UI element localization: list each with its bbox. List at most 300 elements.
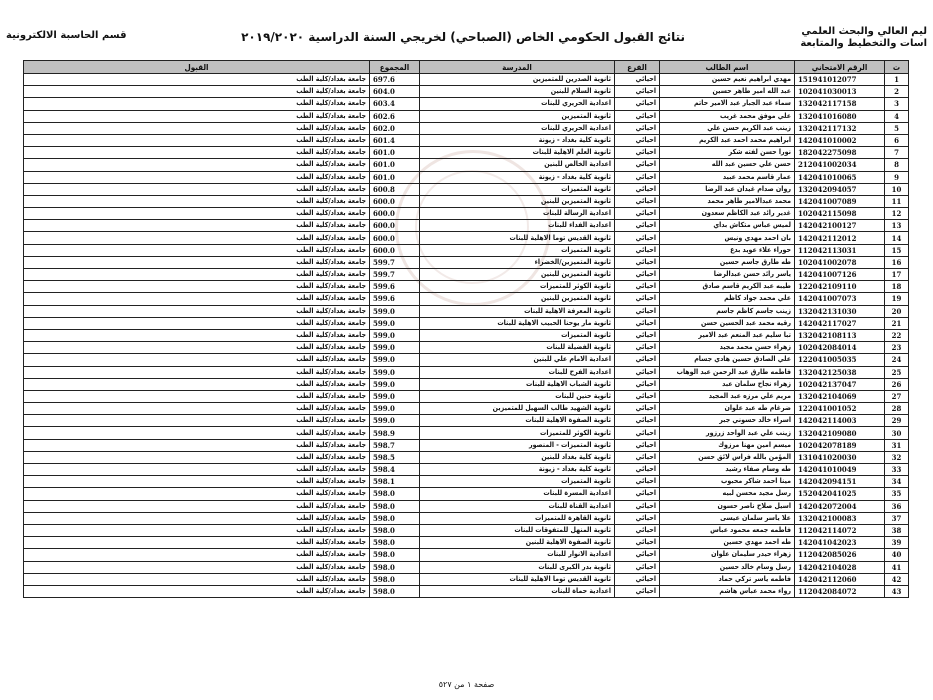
row-total: 599.0 [370,366,420,378]
row-school: ثانوية الكوثر للمتميزات [420,281,615,293]
row-school: ثانوية مار يوحنا الحبيب الاهلية للبنات [420,317,615,329]
page-footer: صفحة ١ من ٥٢٧ [438,680,495,689]
table-row [24,293,909,305]
row-exam-number: 102041030013 [795,86,885,98]
row-branch: احيائي [615,366,660,378]
col-header-serial: ت [885,61,909,74]
row-exam-number: 112042113031 [795,244,885,256]
table-row [24,366,909,378]
row-serial: 16 [885,256,909,268]
row-student-name: طه طارق جاسم حسين [660,256,795,268]
row-total: 599.6 [370,293,420,305]
row-student-name: علي الصادق حسين هادي جسام [660,354,795,366]
row-serial: 37 [885,512,909,524]
row-total: 598.0 [370,561,420,573]
row-serial: 21 [885,317,909,329]
row-exam-number: 122041005035 [795,354,885,366]
row-serial: 26 [885,378,909,390]
row-total: 599.0 [370,317,420,329]
row-total: 598.0 [370,573,420,585]
row-serial: 19 [885,293,909,305]
row-total: 697.6 [370,74,420,86]
row-school: اعدادية الحريري للبنات [420,98,615,110]
row-total: 598.0 [370,500,420,512]
row-branch: احيائي [615,439,660,451]
row-student-name: حسن علي حسين عبد الله [660,159,795,171]
table-row [24,208,909,220]
row-branch: احيائي [615,573,660,585]
row-student-name: رقيه محمد عبد الحسين حسن [660,317,795,329]
row-branch: احيائي [615,134,660,146]
row-student-name: علي محمد جواد كاظم [660,293,795,305]
row-total: 599.0 [370,415,420,427]
row-exam-number: 102041002078 [795,256,885,268]
row-branch: احيائي [615,585,660,597]
row-serial: 22 [885,329,909,341]
row-student-name: فاطمه ياسر تركي حماد [660,573,795,585]
table-row [24,537,909,549]
row-serial: 24 [885,354,909,366]
table-row [24,500,909,512]
table-row [24,86,909,98]
col-header-branch: الفرع [615,61,660,74]
document-title: نتائج القبول الحكومي الخاص (الصباحي) لخريجي السنة الدراسية ٢٠١٩/٢٠٢٠ [241,30,685,44]
col-header-total: المجموع [370,61,420,74]
row-total: 602.0 [370,122,420,134]
row-total: 599.0 [370,390,420,402]
row-exam-number: 132042117132 [795,122,885,134]
row-branch: احيائي [615,74,660,86]
row-school: ثانوية كلية بغداد - زيونة [420,464,615,476]
table-row [24,220,909,232]
row-total: 600.0 [370,232,420,244]
row-school: ثانوية الكوثر للمتميزات [420,427,615,439]
row-school: اعدادية الرسالة للبنات [420,208,615,220]
row-school: ثانوية كلية بغداد للبنين [420,451,615,463]
row-total: 598.7 [370,439,420,451]
row-admission: جامعة بغداد/كلية الطب [24,98,370,110]
row-admission: جامعة بغداد/كلية الطب [24,220,370,232]
row-serial: 10 [885,183,909,195]
row-admission: جامعة بغداد/كلية الطب [24,269,370,281]
row-branch: احيائي [615,293,660,305]
table-row [24,403,909,415]
row-student-name: تبا سليم عبد المنعم عبد الامير [660,329,795,341]
row-serial: 32 [885,451,909,463]
row-total: 600.8 [370,183,420,195]
row-branch: احيائي [615,269,660,281]
row-total: 598.0 [370,512,420,524]
table-row [24,195,909,207]
document-header [0,0,933,58]
row-exam-number: 142042094151 [795,476,885,488]
row-total: 600.0 [370,220,420,232]
row-exam-number: 112042114072 [795,524,885,536]
row-exam-number: 142041010065 [795,171,885,183]
row-total: 598.0 [370,585,420,597]
table-row [24,415,909,427]
row-serial: 29 [885,415,909,427]
row-branch: احيائي [615,524,660,536]
row-student-name: رسل وسام خالد حسين [660,561,795,573]
table-row [24,329,909,341]
row-exam-number: 152042041025 [795,488,885,500]
row-branch: احيائي [615,354,660,366]
row-serial: 20 [885,305,909,317]
ministry-line-1: ليم العالي والبحث العلمي [801,26,927,37]
row-serial: 40 [885,549,909,561]
row-admission: جامعة بغداد/كلية الطب [24,390,370,402]
table-row [24,585,909,597]
row-school: اعدادية الخالص للبنين [420,159,615,171]
department-label: قسم الحاسبة الالكترونية [6,30,127,41]
results-table [23,60,909,598]
table-row [24,256,909,268]
row-serial: 28 [885,403,909,415]
row-serial: 18 [885,281,909,293]
row-admission: جامعة بغداد/كلية الطب [24,208,370,220]
row-branch: احيائي [615,244,660,256]
row-admission: جامعة بغداد/كلية الطب [24,159,370,171]
row-school: اعدادية المسرة للبنات [420,488,615,500]
row-branch: احيائي [615,329,660,341]
row-school: ثانوية المتميزات [420,244,615,256]
row-school: ثانوية المتميزات - المنصور [420,439,615,451]
row-school: ثانوية العلم الاهلية للبنات [420,147,615,159]
row-exam-number: 212041002034 [795,159,885,171]
row-admission: جامعة بغداد/كلية الطب [24,476,370,488]
row-total: 601.4 [370,134,420,146]
col-header-student-name: اسم الطالب [660,61,795,74]
row-student-name: علي موفق محمد غريب [660,110,795,122]
row-student-name: حوراء علاء عويد بدع [660,244,795,256]
row-admission: جامعة بغداد/كلية الطب [24,171,370,183]
row-admission: جامعة بغداد/كلية الطب [24,378,370,390]
row-exam-number: 132042131030 [795,305,885,317]
row-school: ثانوية القاهرة للمتميزات [420,512,615,524]
row-admission: جامعة بغداد/كلية الطب [24,573,370,585]
row-serial: 41 [885,561,909,573]
row-serial: 1 [885,74,909,86]
row-school: ثانوية المتميزات [420,329,615,341]
row-admission: جامعة بغداد/كلية الطب [24,281,370,293]
ministry-block [800,26,927,50]
row-admission: جامعة بغداد/كلية الطب [24,439,370,451]
row-school: ثانوية المتميزات [420,476,615,488]
row-admission: جامعة بغداد/كلية الطب [24,74,370,86]
row-exam-number: 142041007126 [795,269,885,281]
row-student-name: محمد عبدالامير طاهر محمد [660,195,795,207]
row-exam-number: 102042115098 [795,208,885,220]
row-admission: جامعة بغداد/كلية الطب [24,195,370,207]
row-admission: جامعة بغداد/كلية الطب [24,488,370,500]
row-total: 598.5 [370,451,420,463]
row-branch: احيائي [615,378,660,390]
row-branch: احيائي [615,122,660,134]
row-school: ثانوية المعرفة الاهلية للبنات [420,305,615,317]
row-serial: 3 [885,98,909,110]
row-student-name: عبد الله امير طاهر حسين [660,86,795,98]
row-exam-number: 142041010049 [795,464,885,476]
row-branch: احيائي [615,464,660,476]
table-row [24,305,909,317]
table-row [24,488,909,500]
table-row [24,134,909,146]
row-total: 599.7 [370,256,420,268]
row-branch: احيائي [615,159,660,171]
row-student-name: فاطمه جمعه محمود عباس [660,524,795,536]
row-exam-number: 132041016080 [795,110,885,122]
row-exam-number: 142042117027 [795,317,885,329]
row-admission: جامعة بغداد/كلية الطب [24,537,370,549]
row-total: 598.1 [370,476,420,488]
row-exam-number: 132042094057 [795,183,885,195]
row-total: 599.0 [370,305,420,317]
row-student-name: زينب جاسم كاظم جاسم [660,305,795,317]
row-serial: 2 [885,86,909,98]
row-total: 604.0 [370,86,420,98]
row-serial: 6 [885,134,909,146]
table-row [24,317,909,329]
row-total: 603.4 [370,98,420,110]
row-admission: جامعة بغداد/كلية الطب [24,354,370,366]
table-row [24,147,909,159]
row-exam-number: 142041007073 [795,293,885,305]
row-serial: 43 [885,585,909,597]
row-school: ثانوية المنهل للمتفوقات للبنات [420,524,615,536]
row-serial: 30 [885,427,909,439]
row-branch: احيائي [615,232,660,244]
row-school: اعدادية القناة للبنات [420,500,615,512]
row-serial: 13 [885,220,909,232]
row-admission: جامعة بغداد/كلية الطب [24,500,370,512]
table-row [24,98,909,110]
row-branch: احيائي [615,220,660,232]
row-branch: احيائي [615,561,660,573]
row-exam-number: 142042114003 [795,415,885,427]
row-exam-number: 151941012077 [795,74,885,86]
row-exam-number: 112042084072 [795,585,885,597]
row-student-name: زهراء حسن محمد مجيد [660,342,795,354]
table-row [24,549,909,561]
row-branch: احيائي [615,110,660,122]
row-school: ثانوية المتميزين للبنين [420,269,615,281]
row-exam-number: 132042109080 [795,427,885,439]
row-branch: احيائي [615,403,660,415]
table-row [24,171,909,183]
row-student-name: بان احمد مهدي ونيس [660,232,795,244]
table-row [24,354,909,366]
row-exam-number: 132042117158 [795,98,885,110]
row-total: 600.0 [370,195,420,207]
row-admission: جامعة بغداد/كلية الطب [24,524,370,536]
row-exam-number: 132042104069 [795,390,885,402]
row-exam-number: 142042112012 [795,232,885,244]
row-student-name: لميس عباس متكاش بداي [660,220,795,232]
row-school: ثانوية السلام للبنين [420,86,615,98]
row-school: ثانوية الصدرين للمتميزين [420,74,615,86]
row-branch: احيائي [615,305,660,317]
row-student-name: زهراء حيدر سليمان علوان [660,549,795,561]
row-serial: 8 [885,159,909,171]
row-admission: جامعة بغداد/كلية الطب [24,451,370,463]
row-admission: جامعة بغداد/كلية الطب [24,317,370,329]
row-exam-number: 122042109110 [795,281,885,293]
row-admission: جامعة بغداد/كلية الطب [24,585,370,597]
row-exam-number: 132042108113 [795,329,885,341]
row-school: ثانوية حنين للبنات [420,390,615,402]
row-serial: 23 [885,342,909,354]
row-admission: جامعة بغداد/كلية الطب [24,256,370,268]
table-row [24,232,909,244]
row-student-name: المؤمن بالله فراس لائق حسن [660,451,795,463]
row-student-name: رسل مجيد محسن لبيه [660,488,795,500]
row-admission: جامعة بغداد/كلية الطب [24,427,370,439]
row-admission: جامعة بغداد/كلية الطب [24,403,370,415]
row-school: ثانوية الشباب الاهلية للبنات [420,378,615,390]
row-exam-number: 142041010002 [795,134,885,146]
row-student-name: غدير رائد عبد الكاظم سعدون [660,208,795,220]
row-total: 599.0 [370,354,420,366]
row-serial: 4 [885,110,909,122]
row-student-name: ابراهيم محمد احمد عبد الكريم [660,134,795,146]
row-school: اعدادية الانوار للبنات [420,549,615,561]
row-exam-number: 112042085026 [795,549,885,561]
row-branch: احيائي [615,317,660,329]
row-total: 599.7 [370,269,420,281]
row-serial: 17 [885,269,909,281]
table-row [24,378,909,390]
row-school: ثانوية المتميزين للبنين [420,293,615,305]
row-school: ثانوية المتميزين/الخضراء [420,256,615,268]
row-school: ثانوية الصفوة الاهلية للبنين [420,537,615,549]
row-serial: 34 [885,476,909,488]
row-total: 600.0 [370,244,420,256]
row-serial: 9 [885,171,909,183]
col-header-school: المدرسة [420,61,615,74]
ministry-line-2: اسات والتخطيط والمتابعة [800,38,927,49]
row-school: ثانوية المتميزين للبنين [420,195,615,207]
row-admission: جامعة بغداد/كلية الطب [24,561,370,573]
row-exam-number: 122041001052 [795,403,885,415]
row-school: اعدادية الفداء للبنات [420,220,615,232]
row-student-name: ياسر رائد حسن عبدالرضا [660,269,795,281]
row-serial: 35 [885,488,909,500]
row-exam-number: 142042112060 [795,573,885,585]
row-school: ثانوية القديس توما الاهلية للبنات [420,232,615,244]
row-admission: جامعة بغداد/كلية الطب [24,305,370,317]
row-exam-number: 142041007089 [795,195,885,207]
row-student-name: طه احمد مهدي حسين [660,537,795,549]
row-serial: 33 [885,464,909,476]
row-branch: احيائي [615,500,660,512]
row-exam-number: 102042084014 [795,342,885,354]
table-row [24,512,909,524]
row-exam-number: 131041020030 [795,451,885,463]
table-row [24,464,909,476]
table-row [24,244,909,256]
row-branch: احيائي [615,98,660,110]
row-school: ثانوية كلية بغداد - زيونة [420,171,615,183]
row-exam-number: 142042100127 [795,220,885,232]
row-student-name: طه وسام صفاء رشيد [660,464,795,476]
row-total: 598.0 [370,524,420,536]
row-exam-number: 142042072004 [795,500,885,512]
row-total: 598.9 [370,427,420,439]
row-serial: 42 [885,573,909,585]
row-total: 598.0 [370,549,420,561]
row-exam-number: 132042100083 [795,512,885,524]
row-branch: احيائي [615,147,660,159]
row-student-name: فاطمه طارق عبد الرحمن عبد الوهاب [660,366,795,378]
table-row [24,269,909,281]
row-school: ثانوية المتميزين [420,110,615,122]
row-student-name: سماء عبد الجبار عبد الامير حاتم [660,98,795,110]
table-row [24,183,909,195]
table-row [24,281,909,293]
row-branch: احيائي [615,512,660,524]
row-admission: جامعة بغداد/كلية الطب [24,464,370,476]
row-branch: احيائي [615,427,660,439]
row-student-name: اسراء خالد حسوني جبر [660,415,795,427]
row-exam-number: 142042104028 [795,561,885,573]
table-row [24,390,909,402]
row-school: اعدادية الحريري للبنات [420,122,615,134]
col-header-admission: القبول [24,61,370,74]
row-school: ثانوية الفضيلة للبنات [420,342,615,354]
row-total: 602.6 [370,110,420,122]
row-student-name: رواء محمد عباس هاشم [660,585,795,597]
table-row [24,573,909,585]
row-school: اعدادية الفرح للبنات [420,366,615,378]
row-branch: احيائي [615,256,660,268]
row-student-name: ضرغام طه عبد علوان [660,403,795,415]
row-admission: جامعة بغداد/كلية الطب [24,110,370,122]
row-admission: جامعة بغداد/كلية الطب [24,366,370,378]
table-row [24,342,909,354]
row-exam-number: 182042275098 [795,147,885,159]
row-admission: جامعة بغداد/كلية الطب [24,232,370,244]
row-school: ثانوية كلية بغداد - زيونة [420,134,615,146]
row-admission: جامعة بغداد/كلية الطب [24,244,370,256]
row-branch: احيائي [615,281,660,293]
row-total: 601.0 [370,171,420,183]
row-total: 598.0 [370,488,420,500]
row-serial: 15 [885,244,909,256]
row-total: 598.0 [370,537,420,549]
row-serial: 38 [885,524,909,536]
row-branch: احيائي [615,208,660,220]
row-student-name: زهراء نجاح سلمان عبد [660,378,795,390]
row-branch: احيائي [615,390,660,402]
row-serial: 14 [885,232,909,244]
row-admission: جامعة بغداد/كلية الطب [24,293,370,305]
table-row [24,110,909,122]
row-total: 599.0 [370,403,420,415]
row-student-name: زينب علي عبد الواحد زرزور [660,427,795,439]
row-branch: احيائي [615,86,660,98]
row-school: ثانوية المتميزات [420,183,615,195]
row-student-name: مينا احمد شاكر محبوب [660,476,795,488]
row-serial: 11 [885,195,909,207]
col-header-exam-number: الرقم الامتحاني [795,61,885,74]
row-serial: 39 [885,537,909,549]
row-school: ثانوية الشهيد طالب السهيل للمتميزين [420,403,615,415]
row-admission: جامعة بغداد/كلية الطب [24,86,370,98]
row-branch: احيائي [615,183,660,195]
table-row [24,524,909,536]
row-branch: احيائي [615,476,660,488]
